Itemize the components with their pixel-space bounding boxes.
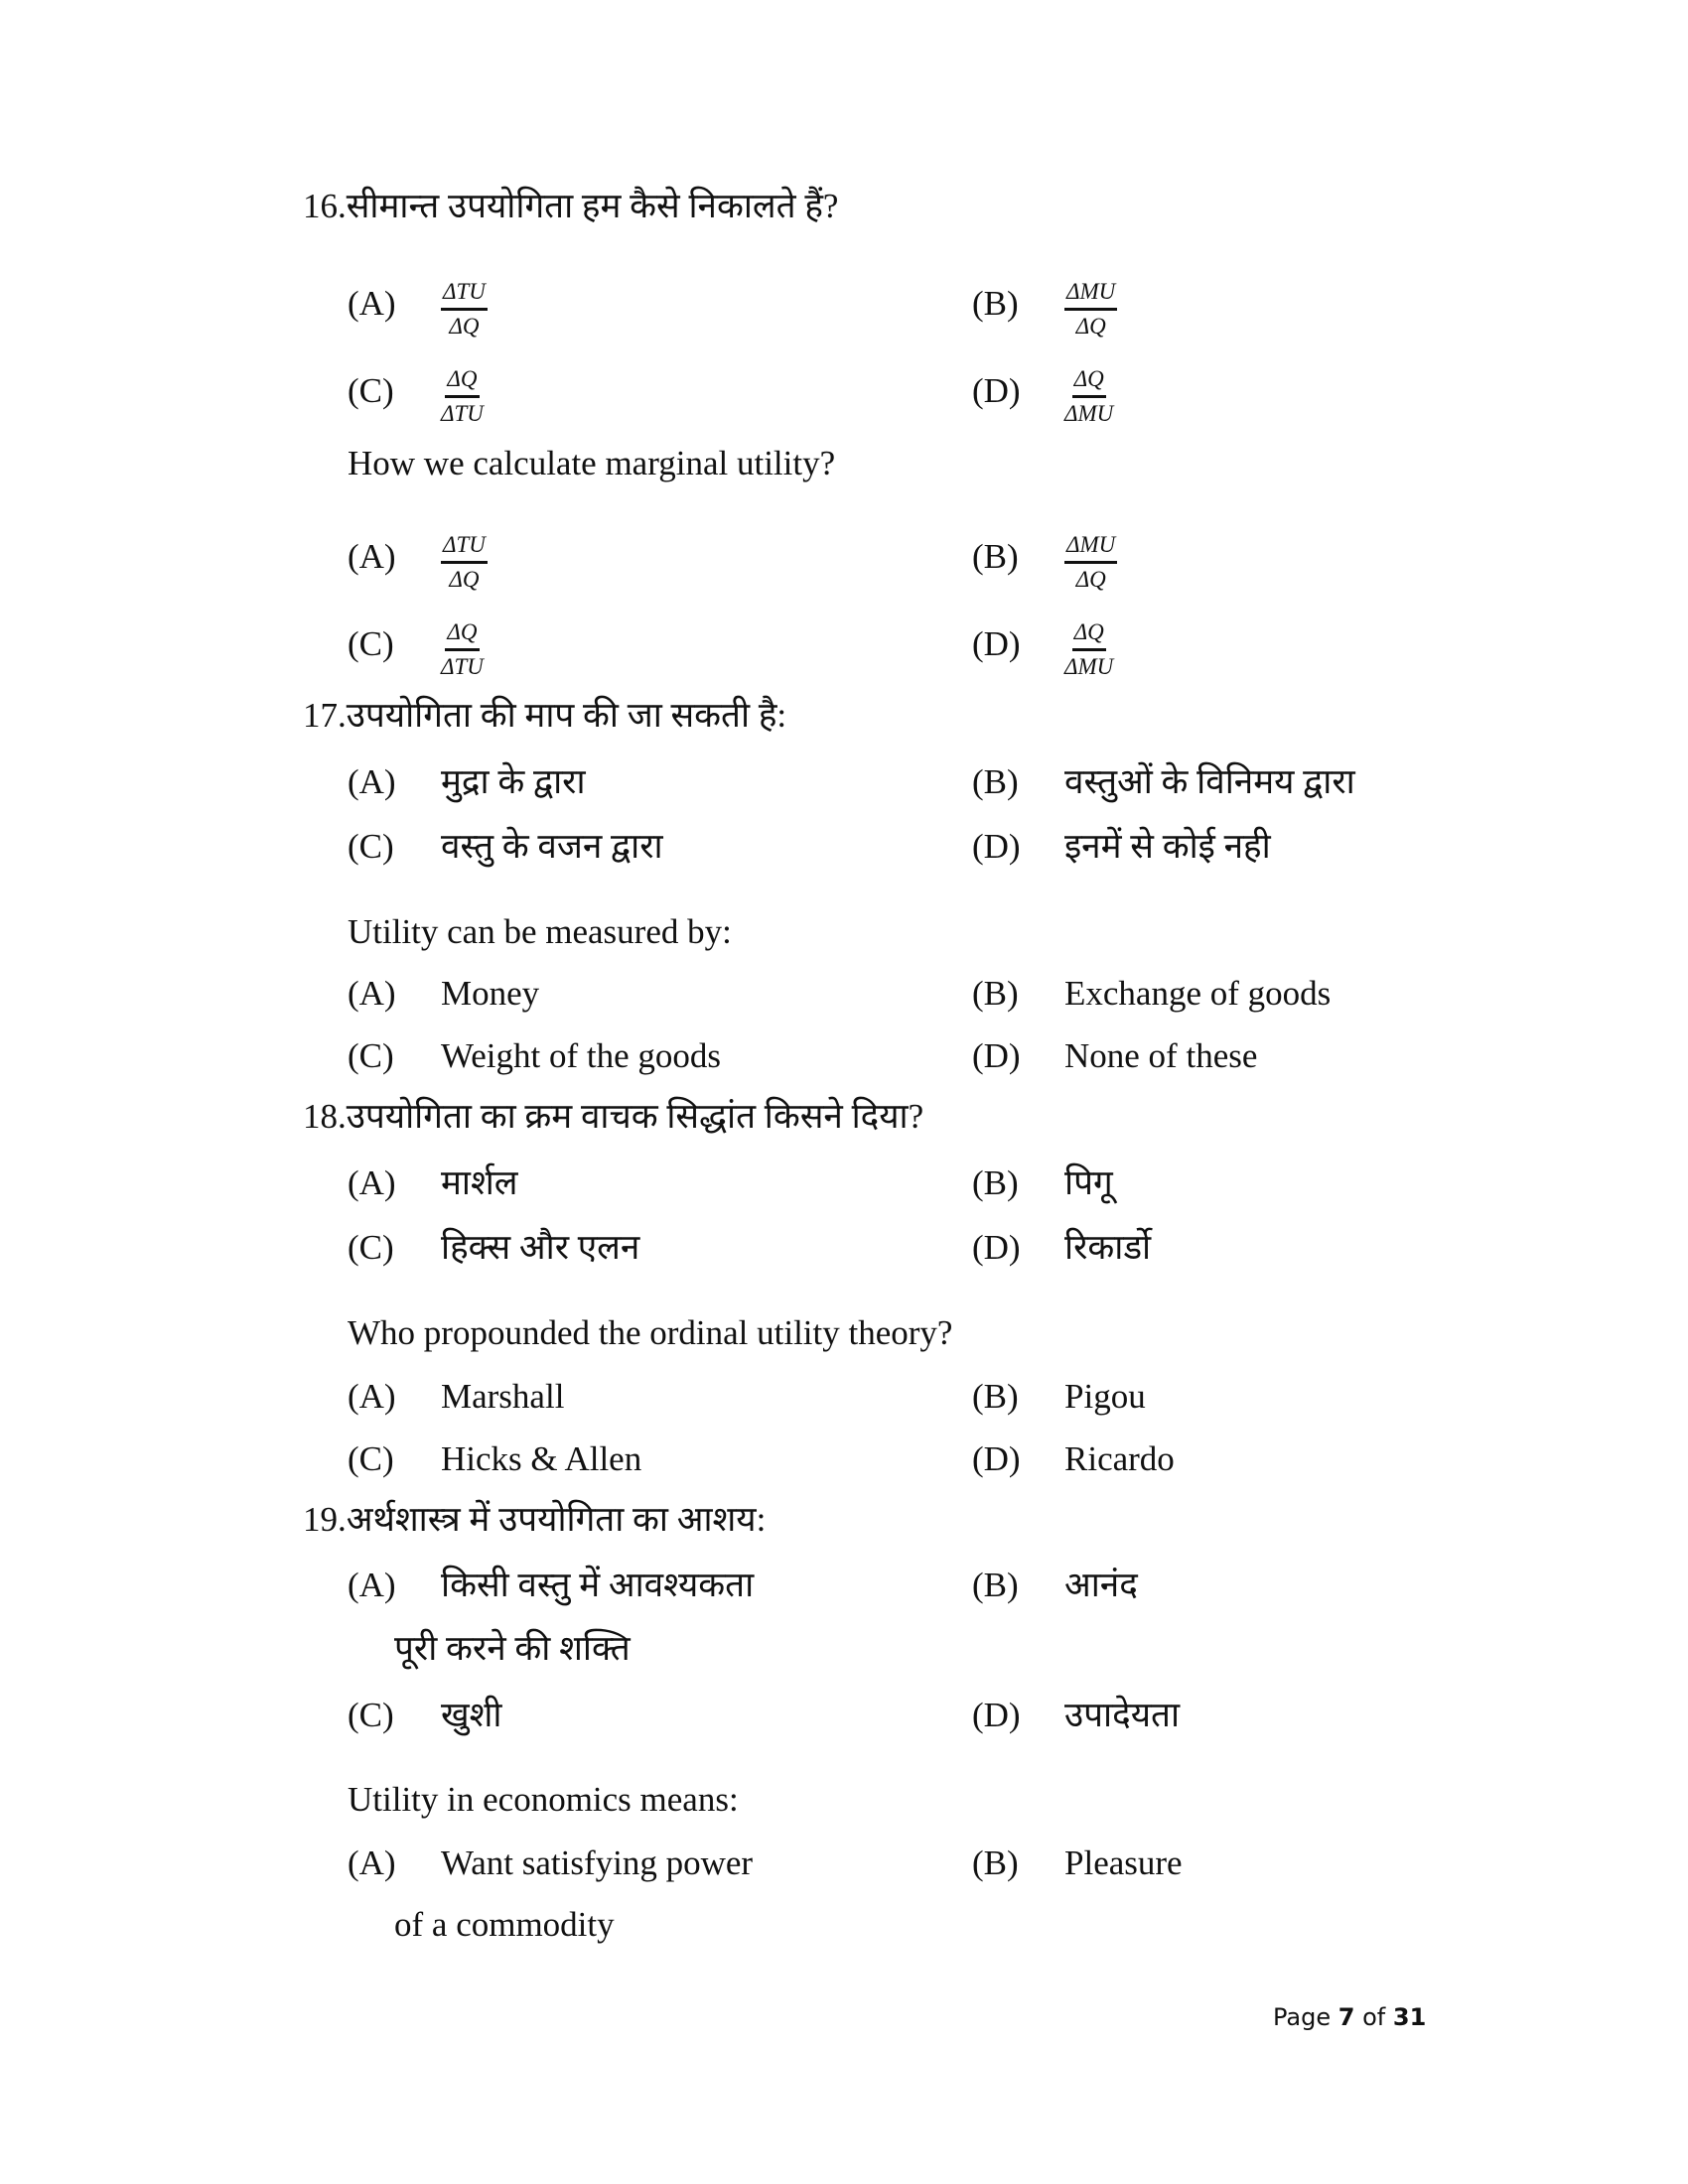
option-label: (A) [348,1566,396,1604]
numerator: ΔTU [441,277,488,311]
option-text [441,266,488,341]
fraction [441,277,488,341]
question-hindi: 18.उपयोगिता का क्रम वाचक सिद्धांत किसने दिया? [303,1097,924,1136]
fraction [1064,617,1113,682]
denominator: ΔTU [441,401,484,426]
numerator: ΔMU [1064,530,1117,564]
option-text: मुद्रा के द्वारा [441,762,586,801]
option-label: (C) [348,1036,394,1075]
option-text: Marshall [441,1377,565,1416]
option-label: (B) [972,974,1019,1013]
option-label: (B) [972,1163,1019,1202]
fraction [1064,530,1117,595]
option-text-continued: of a commodity [394,1905,615,1944]
option-text: वस्तुओं के विनिमय द्वारा [1064,762,1355,801]
denominator: ΔQ [1075,567,1106,592]
fraction [1064,364,1113,429]
question-hindi: 16.सीमान्त उपयोगिता हम कैसे निकालते हैं? [303,187,839,225]
option-text-continued: पूरी करने की शक्ति [394,1629,631,1668]
option-text: Weight of the goods [441,1036,721,1075]
option-text: आनंद [1064,1566,1138,1604]
denominator: ΔQ [449,567,480,592]
option-label: (C) [348,1228,394,1267]
option-label: (D) [972,827,1021,866]
numerator: ΔQ [445,617,479,651]
option-label: (D) [972,1439,1021,1478]
question-english: Who propounded the ordinal utility theory? [348,1313,953,1352]
denominator: ΔMU [1064,401,1114,426]
option-text: Ricardo [1064,1439,1175,1478]
denominator: ΔQ [1075,314,1106,339]
option-text: Hicks & Allen [441,1439,642,1478]
fraction [441,530,488,595]
fraction [441,617,484,682]
option-label: (A) [348,1843,396,1882]
option-text: Pigou [1064,1377,1146,1416]
option-text: किसी वस्तु में आवश्यकता [441,1566,755,1604]
option-label: (B) [972,1843,1019,1882]
numerator: ΔQ [1072,617,1106,651]
option-text: Pleasure [1064,1843,1183,1882]
option-text: रिकार्डो [1064,1228,1152,1267]
option-label: (A) [348,762,396,801]
fraction [1064,277,1117,341]
question-hindi: 17.उपयोगिता की माप की जा सकती है: [303,696,787,735]
denominator: ΔMU [1064,654,1114,679]
option-text [1064,266,1117,341]
option-text: Money [441,974,540,1013]
option-label: (B) [972,284,1019,323]
question-english: How we calculate marginal utility? [348,444,836,482]
option-text: मार्शल [441,1163,518,1202]
option-label: (D) [972,1036,1021,1075]
page-number: Page 7 of 31 [1273,2003,1427,2031]
fraction [441,364,484,429]
option-label: (B) [972,537,1019,576]
option-label: (D) [972,1696,1021,1734]
option-label: (B) [972,1566,1019,1604]
option-text: Exchange of goods [1064,974,1332,1013]
denominator: ΔTU [441,654,484,679]
option-text [1064,607,1113,682]
option-text [441,519,488,595]
option-label: (C) [348,624,394,663]
option-text: हिक्स और एलन [441,1228,640,1267]
option-text [441,607,484,682]
option-text: इनमें से कोई नही [1064,827,1271,866]
option-text [441,353,484,429]
denominator: ΔQ [449,314,480,339]
numerator: ΔMU [1064,277,1117,311]
option-label: (C) [348,371,394,410]
question-english: Utility in economics means: [348,1780,739,1819]
option-label: (A) [348,284,396,323]
option-text: None of these [1064,1036,1258,1075]
option-text: Want satisfying power [441,1843,754,1882]
option-text: वस्तु के वजन द्वारा [441,827,663,866]
option-label: (B) [972,1377,1019,1416]
question-english: Utility can be measured by: [348,912,732,951]
option-label: (C) [348,1696,394,1734]
option-text: खुशी [441,1696,502,1734]
option-label: (C) [348,827,394,866]
numerator: ΔTU [441,530,488,564]
option-label: (A) [348,1163,396,1202]
option-text: उपादेयता [1064,1696,1181,1734]
option-label: (D) [972,371,1021,410]
numerator: ΔQ [1072,364,1106,398]
option-label: (A) [348,1377,396,1416]
option-label: (B) [972,762,1019,801]
option-text [1064,353,1113,429]
option-label: (C) [348,1439,394,1478]
option-label: (A) [348,974,396,1013]
question-hindi: 19.अर्थशास्त्र में उपयोगिता का आशय: [303,1500,767,1539]
option-label: (A) [348,537,396,576]
option-text: पिगू [1064,1163,1113,1202]
option-label: (D) [972,624,1021,663]
option-label: (D) [972,1228,1021,1267]
numerator: ΔQ [445,364,479,398]
option-text [1064,519,1117,595]
